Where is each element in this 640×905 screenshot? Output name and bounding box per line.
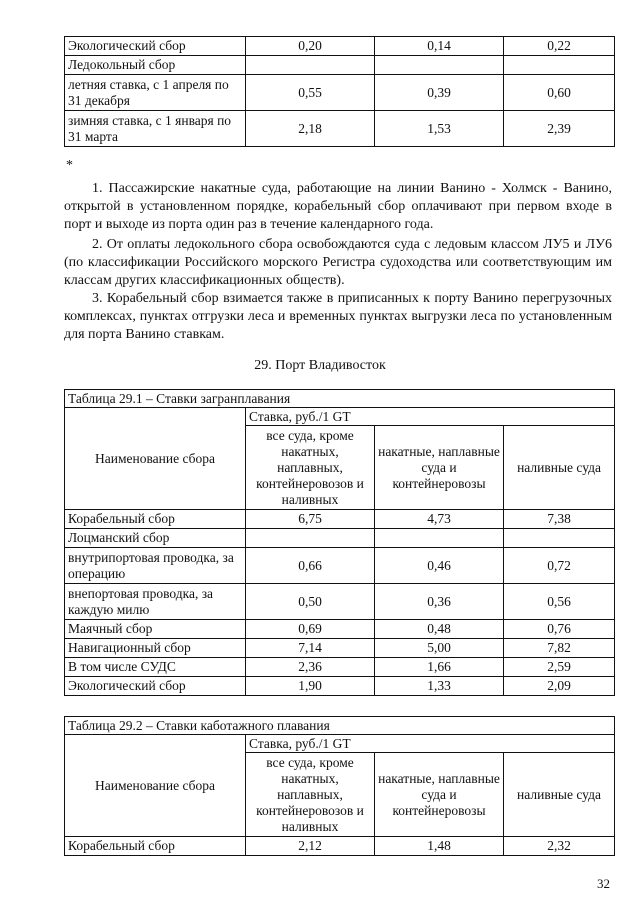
table-caption: Таблица 29.2 – Ставки каботажного плавания — [65, 717, 615, 735]
cell-value — [504, 56, 615, 75]
cell-value — [375, 529, 504, 548]
table-row — [65, 529, 615, 548]
note-paragraph-1: 1. Пассажирские накатные суда, работающие на линии Ванино - Холмск - Ванино, открытой в установленном порядке, корабельный сбор оплачивают при первом входе в порт и выходе из порта один раз в течение календарного года. — [64, 181, 612, 232]
cell-value: 2,09 — [504, 677, 615, 696]
page-number: 32 — [597, 876, 610, 891]
cell-value: 7,82 — [504, 639, 615, 658]
col-header: все суда, кроме накатных, наплавных, контейнеровозов и наливных — [246, 753, 375, 837]
cell-value: 2,32 — [504, 837, 615, 856]
rate-header: Ставка, руб./1 GT — [246, 408, 615, 426]
cell-value: 2,59 — [504, 658, 615, 677]
table-row — [65, 584, 615, 620]
row-name: Корабельный сбор — [65, 510, 246, 529]
cell-value: 0,60 — [504, 75, 615, 111]
cell-value: 7,14 — [246, 639, 375, 658]
cell-value: 7,38 — [504, 510, 615, 529]
cell-value: 1,33 — [375, 677, 504, 696]
table-row — [65, 111, 615, 147]
col-header: все суда, кроме накатных, наплавных, контейнеровозов и наливных — [246, 426, 375, 510]
cell-value: 4,73 — [375, 510, 504, 529]
row-name: Лоцманский сбор — [65, 529, 246, 548]
cell-value: 0,50 — [246, 584, 375, 620]
cell-value: 0,39 — [375, 75, 504, 111]
cell-value: 1,90 — [246, 677, 375, 696]
cell-value: 0,36 — [375, 584, 504, 620]
cell-value — [246, 56, 375, 75]
rate-header: Ставка, руб./1 GT — [246, 735, 615, 753]
cell-value: 0,20 — [246, 37, 375, 56]
cell-value: 0,69 — [246, 620, 375, 639]
table-row — [65, 677, 615, 696]
cell-value — [246, 529, 375, 548]
table-row — [65, 56, 615, 75]
cell-value: 0,14 — [375, 37, 504, 56]
row-name: Навигационный сбор — [65, 639, 246, 658]
cell-value: 2,39 — [504, 111, 615, 147]
cell-value: 1,66 — [375, 658, 504, 677]
row-name: внутрипортовая проводка, за операцию — [65, 548, 246, 584]
col-header: накатные, наплавные суда и контейнеровозы — [375, 426, 504, 510]
row-name: Экологический сбор — [65, 37, 246, 56]
table-row — [65, 37, 615, 56]
cell-value: 0,66 — [246, 548, 375, 584]
cell-value: 5,00 — [375, 639, 504, 658]
note-paragraph-2: 2. От оплаты ледокольного сбора освобождаются суда с ледовым классом ЛУ5 и ЛУ6 (по классификации Российского морского Регистра судоходства или соответствующим им классам других классификационных обществ). — [64, 237, 612, 288]
name-header: Наименование сбора — [65, 408, 246, 510]
row-name: Корабельный сбор — [65, 837, 246, 856]
footnote-marker: * — [66, 158, 73, 173]
col-header: наливные суда — [504, 426, 615, 510]
table-row — [65, 620, 615, 639]
row-name: В том числе СУДС — [65, 658, 246, 677]
cell-value: 1,48 — [375, 837, 504, 856]
cell-value: 2,36 — [246, 658, 375, 677]
cell-value: 2,18 — [246, 111, 375, 147]
note-paragraph-3: 3. Корабельный сбор взимается также в приписанных к порту Ванино перегрузочных комплексах, пунктах отгрузки леса и временных пунктах выгрузки леса по установленным для порта Ванино ставкам. — [64, 291, 612, 342]
table-29-1 — [64, 389, 615, 696]
section-heading: 29. Порт Владивосток — [254, 358, 386, 373]
table-row — [65, 639, 615, 658]
cell-value: 0,56 — [504, 584, 615, 620]
row-name: зимняя ставка, с 1 января по 31 марта — [65, 111, 246, 147]
cell-value — [375, 56, 504, 75]
cell-value — [504, 529, 615, 548]
cell-value: 2,12 — [246, 837, 375, 856]
row-name: Ледокольный сбор — [65, 56, 246, 75]
cell-value: 0,48 — [375, 620, 504, 639]
row-name: летняя ставка, с 1 апреля по 31 декабря — [65, 75, 246, 111]
cell-value: 0,76 — [504, 620, 615, 639]
cell-value: 0,72 — [504, 548, 615, 584]
cell-value: 0,22 — [504, 37, 615, 56]
cell-value: 0,55 — [246, 75, 375, 111]
table-row — [65, 837, 615, 856]
cell-value: 6,75 — [246, 510, 375, 529]
row-name: Экологический сбор — [65, 677, 246, 696]
row-name: внепортовая проводка, за каждую милю — [65, 584, 246, 620]
table-row — [65, 75, 615, 111]
table-29-2 — [64, 716, 615, 856]
row-name: Маячный сбор — [65, 620, 246, 639]
table-caption: Таблица 29.1 – Ставки загранплавания — [65, 390, 615, 408]
table-row — [65, 548, 615, 584]
cell-value: 1,53 — [375, 111, 504, 147]
name-header: Наименование сбора — [65, 735, 246, 837]
top-table — [64, 36, 615, 147]
col-header: наливные суда — [504, 753, 615, 837]
table-row — [65, 658, 615, 677]
cell-value: 0,46 — [375, 548, 504, 584]
col-header: накатные, наплавные суда и контейнеровозы — [375, 753, 504, 837]
table-row — [65, 510, 615, 529]
